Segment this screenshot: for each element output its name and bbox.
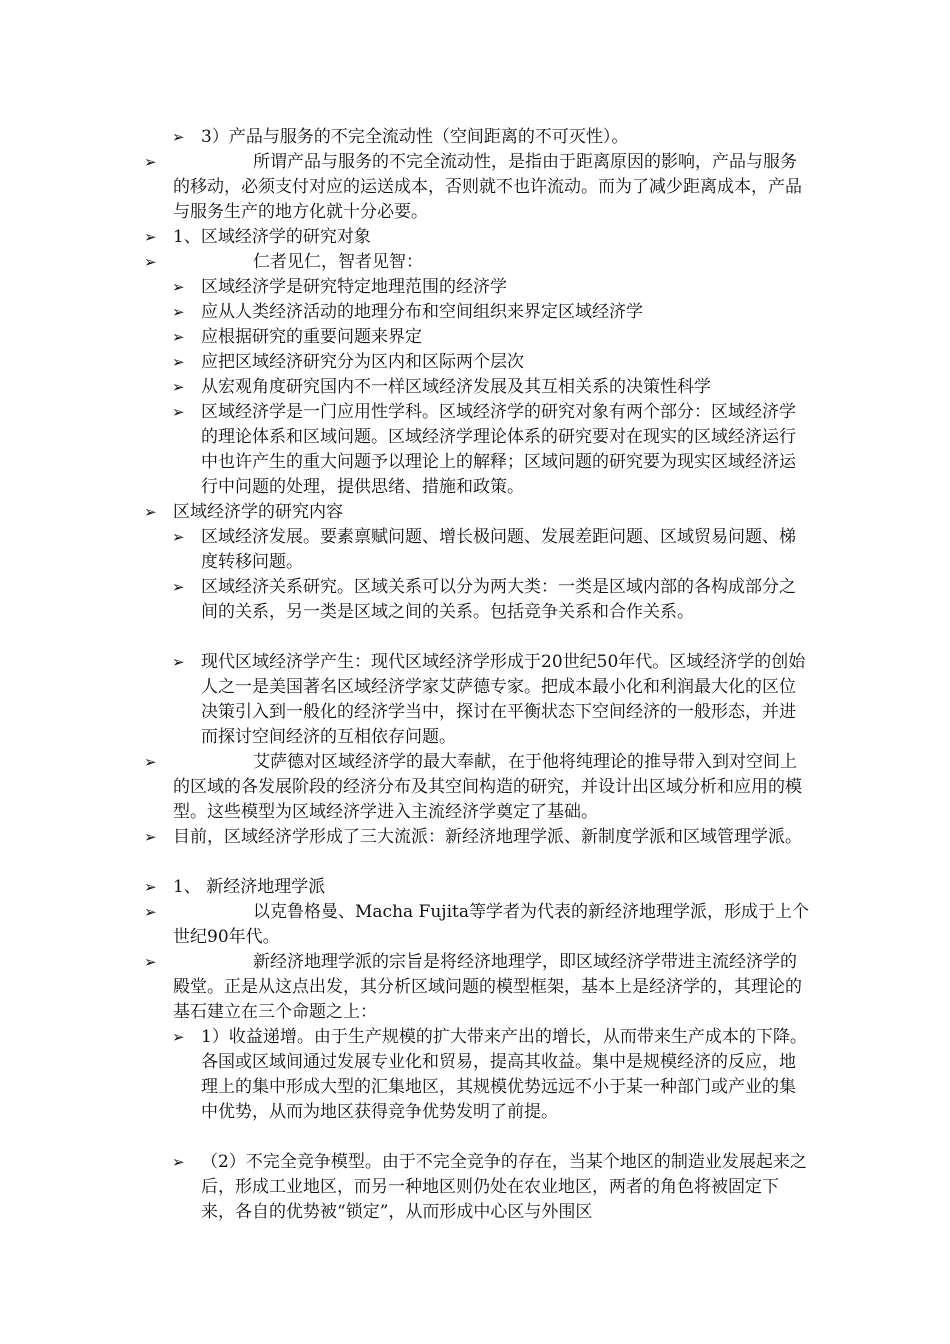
- list-item: [172, 375, 809, 400]
- list-item: [144, 250, 809, 275]
- item-text: 从宏观角度研究国内不一样区域经济发展及其互相关系的决策性科学: [201, 377, 711, 397]
- item-text: 新经济地理学派的宗旨是将经济地理学，即区域经济学带进主流经济学的殿堂。正是从这点出发，其分析区域问题的模型框架，基本上是经济学的，其理论的基石建立在三个命题之上：: [173, 952, 802, 1022]
- list-item: [172, 650, 809, 750]
- bullet-icon: ➢: [172, 578, 185, 596]
- bullet-icon: ➢: [144, 828, 157, 846]
- item-text: 应根据研究的重要问题来界定: [201, 327, 422, 347]
- item-text: 所谓产品与服务的不完全流动性，是指由于距离原因的影响，产品与服务的移动，必须支付对应的运送成本，否则就不也许流动。而为了减少距离成本，产品与服务生产的地方化就十分必要。: [173, 152, 802, 222]
- item-text: 应把区域经济研究分为区内和区际两个层次: [201, 352, 524, 372]
- item-text: 以克鲁格曼、Macha Fujita等学者为代表的新经济地理学派，形成于上个世纪90年代。: [173, 902, 809, 947]
- item-text: 现代区域经济学产生：现代区域经济学形成于20世纪50年代。区域经济学的创始人之一是美国著名区域经济学家艾萨德专家。把成本最小化和利润最大化的区位决策引入到一般化的经济学当中，探讨在平衡状态下空间经济的一般形态，并进而探讨空间经济的互相依存问题。: [201, 652, 806, 747]
- item-text: 3）产品与服务的不完全流动性（空间距离的不可灭性）。: [201, 127, 629, 147]
- bullet-icon: ➢: [144, 253, 157, 271]
- list-item: [172, 1025, 809, 1125]
- section-heading: 1、区域经济学的研究对象: [173, 227, 371, 247]
- bullet-icon: ➢: [144, 903, 157, 921]
- bullet-icon: ➢: [172, 328, 185, 346]
- list-item: [144, 150, 809, 225]
- item-text: 仁者见仁，智者见智：: [253, 252, 423, 272]
- list-item: [144, 225, 809, 250]
- list-item: [172, 1150, 809, 1225]
- bullet-icon: ➢: [144, 953, 157, 971]
- bullet-icon: ➢: [172, 528, 185, 546]
- bullet-icon: ➢: [172, 1028, 185, 1046]
- list-item: [144, 900, 809, 950]
- bullet-icon: ➢: [172, 1153, 185, 1171]
- list-item: [172, 350, 809, 375]
- bullet-icon: ➢: [172, 303, 185, 321]
- list-item: [172, 300, 809, 325]
- list-item: [144, 500, 809, 525]
- item-text: 1）收益递增。由于生产规模的扩大带来产出的增长，从而带来生产成本的下降。各国或区域间通过发展专业化和贸易，提高其收益。集中是规模经济的反应，地理上的集中形成大型的汇集地区，其规模优势远远不小于某一种部门或产业的集中优势，从而为地区获得竞争优势发明了前提。: [201, 1027, 807, 1122]
- bullet-icon: ➢: [144, 228, 157, 246]
- item-text: 艾萨德对区域经济学的最大奉献，在于他将纯理论的推导带入到对空间上的区域的各发展阶段的经济分布及其空间构造的研究，并设计出区域分析和应用的模型。这些模型为区域经济学进入主流经济学奠定了基础。: [173, 752, 802, 822]
- bullet-icon: ➢: [172, 278, 185, 296]
- list-item: [144, 750, 809, 825]
- list-item: [144, 825, 809, 850]
- bullet-icon: ➢: [172, 378, 185, 396]
- list-item: [172, 275, 809, 300]
- bullet-icon: ➢: [172, 653, 185, 671]
- list-item: [172, 575, 809, 625]
- item-text: 区域经济学是一门应用性学科。区域经济学的研究对象有两个部分：区域经济学的理论体系和区域问题。区域经济学理论体系的研究要对在现实的区域经济运行中也许产生的重大问题予以理论上的解释；区域问题的研究要为现实区域经济运行中问题的处理，提供思绪、措施和政策。: [201, 402, 796, 497]
- bullet-icon: ➢: [144, 878, 157, 896]
- item-text: （2）不完全竞争模型。由于不完全竞争的存在，当某个地区的制造业发展起来之后，形成工业地区，而另一种地区则仍处在农业地区，两者的角色将被固定下来，各自的优势被“锁定”，从而形成中心区与外围区: [201, 1152, 807, 1222]
- bullet-icon: ➢: [144, 153, 157, 171]
- section-heading: 区域经济学的研究内容: [173, 502, 343, 522]
- list-item: [144, 950, 809, 1025]
- bullet-icon: ➢: [172, 403, 185, 421]
- bullet-icon: ➢: [144, 753, 157, 771]
- list-item: [172, 525, 809, 575]
- list-item: [144, 875, 809, 900]
- item-text: 目前，区域经济学形成了三大流派：新经济地理学派、新制度学派和区域管理学派。: [173, 827, 802, 847]
- list-item: [172, 125, 809, 150]
- bullet-icon: ➢: [172, 128, 185, 146]
- item-text: 应从人类经济活动的地理分布和空间组织来界定区域经济学: [201, 302, 643, 322]
- list-item: [172, 325, 809, 350]
- list-item: [172, 400, 809, 500]
- section-heading: 1、 新经济地理学派: [173, 877, 326, 897]
- item-text: 区域经济学是研究特定地理范围的经济学: [201, 277, 507, 297]
- bullet-icon: ➢: [172, 353, 185, 371]
- bullet-icon: ➢: [144, 503, 157, 521]
- item-text: 区域经济发展。要素禀赋问题、增长极问题、发展差距问题、区域贸易问题、梯度转移问题。: [201, 527, 796, 572]
- item-text: 区域经济关系研究。区域关系可以分为两大类：一类是区域内部的各构成部分之间的关系，另一类是区域之间的关系。包括竞争关系和合作关系。: [201, 577, 796, 622]
